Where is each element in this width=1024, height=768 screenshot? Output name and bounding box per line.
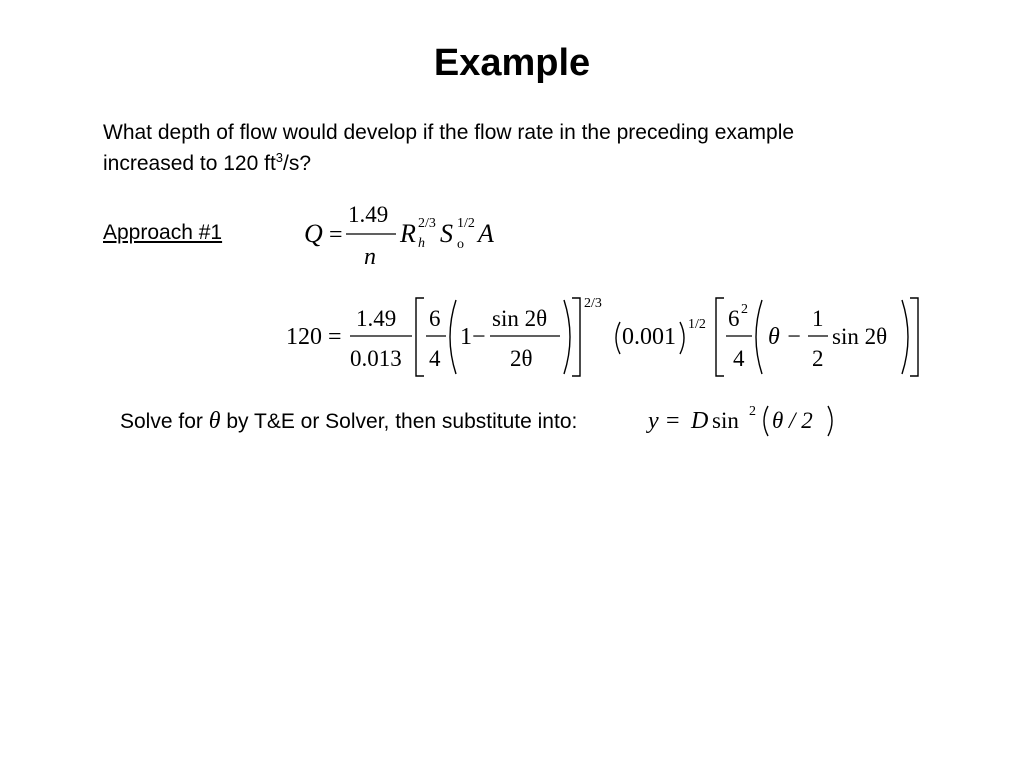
eq3-sin-exponent: 2 bbox=[749, 404, 756, 419]
eq2-right-paren-2 bbox=[680, 322, 684, 354]
question-text bbox=[103, 117, 923, 179]
eq3-sin: sin bbox=[712, 408, 739, 433]
eq1-equals: = bbox=[329, 222, 343, 248]
eq2-theta-minus: θ − bbox=[768, 324, 802, 350]
eq1-denominator: n bbox=[364, 244, 376, 270]
eq2-denominator: 0.013 bbox=[350, 346, 402, 371]
eq1-numerator: 1.49 bbox=[348, 202, 389, 227]
eq1-S-subscript: o bbox=[457, 237, 464, 252]
eq2-left-paren-2 bbox=[616, 322, 620, 354]
approach-label: Approach #1 bbox=[103, 221, 223, 244]
eq3-left-paren bbox=[764, 406, 768, 436]
eq2-left-paren-3 bbox=[756, 300, 762, 374]
eq2-sin2: sin 2θ bbox=[832, 324, 888, 349]
eq2-numerator: 1.49 bbox=[356, 306, 397, 331]
eq2-equals: = bbox=[328, 324, 342, 350]
eq2-lhs: 120 bbox=[286, 324, 322, 350]
question-line-1: What depth of flow would develop if the flow rate in the preceding example bbox=[103, 121, 795, 144]
solve-prefix: Solve for bbox=[120, 410, 203, 433]
eq2-left-paren-1 bbox=[450, 300, 456, 374]
eq1-R-exponent: 2/3 bbox=[418, 216, 436, 231]
cubic-exponent: 3 bbox=[275, 150, 284, 165]
eq1-S: S bbox=[440, 219, 453, 248]
eq1-S-exponent: 1/2 bbox=[457, 216, 475, 231]
solve-instruction bbox=[120, 408, 577, 435]
eq3-y: y bbox=[648, 408, 659, 434]
eq1-A: A bbox=[478, 219, 494, 248]
eq1-R-subscript: h bbox=[418, 236, 425, 251]
eq2-sin-num: sin 2θ bbox=[492, 306, 548, 331]
eq2-sin-den: 2θ bbox=[510, 346, 533, 371]
eq3-equals: = bbox=[666, 408, 680, 434]
eq2-f2-den: 4 bbox=[733, 346, 745, 371]
eq2-f1-num: 6 bbox=[429, 306, 441, 331]
eq3-argument: θ / 2 bbox=[772, 408, 813, 433]
eq2-f2-num-exponent: 2 bbox=[741, 302, 748, 317]
eq2-left-bracket-2 bbox=[716, 298, 724, 376]
eq2-f2-num: 6 bbox=[728, 306, 740, 331]
eq2-half-den: 2 bbox=[812, 346, 824, 371]
eq2-slope: 0.001 bbox=[622, 324, 676, 350]
eq2-left-bracket-1 bbox=[416, 298, 424, 376]
eq3-D: D bbox=[691, 408, 709, 434]
depth-equation bbox=[646, 402, 846, 442]
manning-equation bbox=[300, 196, 510, 274]
substituted-equation bbox=[284, 292, 924, 384]
eq2-right-bracket-1 bbox=[572, 298, 580, 376]
solve-suffix: by T&E or Solver, then substitute into: bbox=[226, 410, 578, 433]
eq1-lhs: Q bbox=[304, 219, 323, 248]
slide-title: Example bbox=[433, 42, 591, 84]
eq2-outer-exponent: 2/3 bbox=[584, 296, 602, 311]
eq2-right-bracket-2 bbox=[910, 298, 918, 376]
eq2-one-minus: 1− bbox=[460, 324, 486, 350]
eq2-half-num: 1 bbox=[812, 306, 824, 331]
theta-symbol: θ bbox=[208, 408, 221, 434]
question-line-2: increased to 120 $ft^3/s$? bbox=[103, 150, 312, 175]
eq2-right-paren-1 bbox=[564, 300, 570, 374]
eq2-slope-exponent: 1/2 bbox=[688, 317, 706, 332]
eq1-R: R bbox=[400, 219, 416, 248]
eq2-right-paren-3 bbox=[902, 300, 908, 374]
eq3-right-paren bbox=[828, 406, 832, 436]
eq2-f1-den: 4 bbox=[429, 346, 441, 371]
